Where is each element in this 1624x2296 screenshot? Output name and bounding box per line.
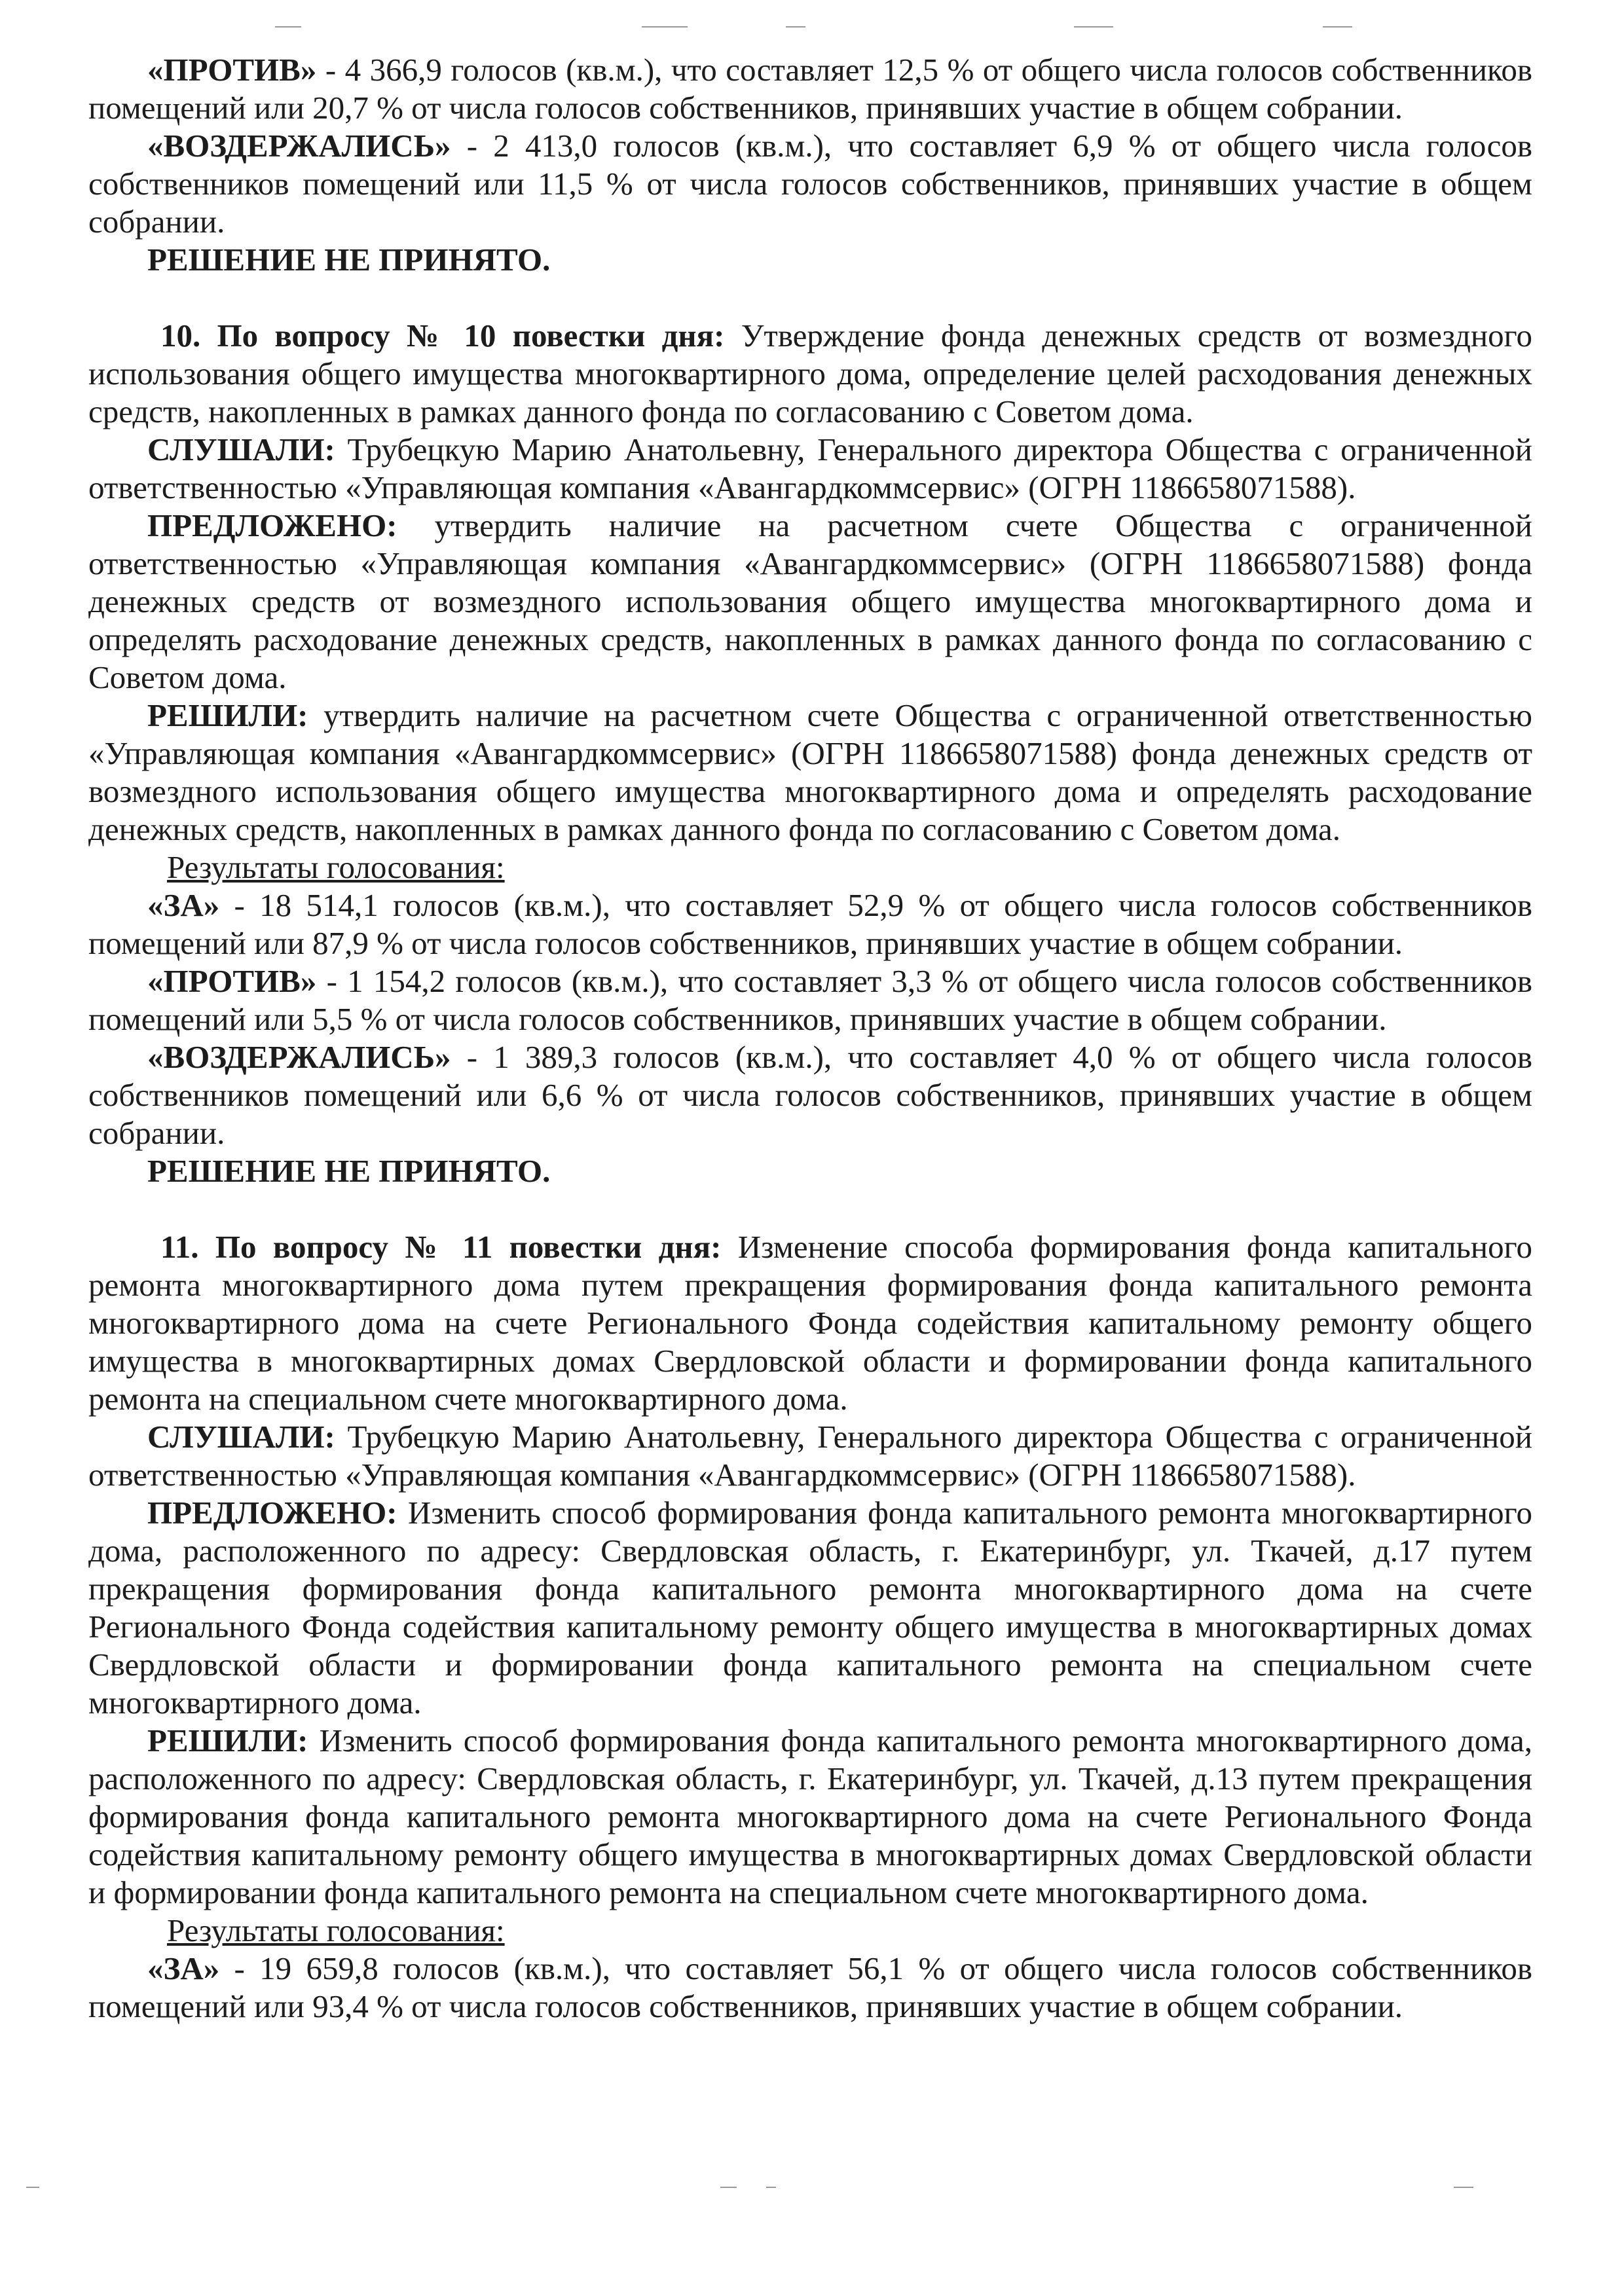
heard-paragraph: [88, 431, 1532, 507]
resolved-text: Изменить способ формирования фонда капитального ремонта многоквартирного дома, расположенного по адресу: Свердловская область, г. Екатеринбург, ул. Ткачей, д.13 путем прекращения формирования фонда капитального ремонта многоквартирного дома на счете Регионального Фонда содействия капитальному ремонту общего имущества в многоквартирных домах Свердловской области и формировании фонда капитального ремонта на специальном счете многоквартирного дома.: [88, 1722, 1532, 1910]
heard-label: СЛУШАЛИ:: [147, 1419, 335, 1455]
question-11-title: [88, 1228, 1532, 1418]
heard-paragraph: [88, 1418, 1532, 1494]
vote-label: «ЗА»: [147, 887, 220, 923]
vote-label: «ВОЗДЕРЖАЛИСЬ»: [147, 128, 451, 164]
vote-label: «ПРОТИВ»: [147, 52, 317, 88]
proposed-paragraph: [88, 507, 1532, 697]
vote-text: - 19 659,8 голосов (кв.м.), что составляет 56,1 % от общего числа голосов собственников помещений или 93,4 % от числа голосов собственников, принявших участие в общем собрании.: [88, 1950, 1532, 2024]
scan-bottom-edge: [0, 2187, 1624, 2193]
resolved-label: РЕШИЛИ:: [147, 697, 308, 733]
vote-label: «ЗА»: [147, 1950, 220, 1986]
proposed-text: утвердить наличие на расчетном счете Общества с ограниченной ответственностью «Управляющая компания «Авангардкоммсервис» (ОГРН 1186658071588) фонда денежных средств от возмездного использования общего имущества многоквартирного дома и определять расходование денежных средств, накопленных в рамках данного фонда по согласованию с Советом дома.: [88, 507, 1532, 695]
proposed-label: ПРЕДЛОЖЕНО:: [147, 507, 397, 543]
vote-text: - 2 413,0 голосов (кв.м.), что составляет 6,9 % от общего числа голосов собственников помещений или 11,5 % от числа голосов собственников, принявших участие в общем собрании.: [88, 128, 1532, 240]
resolved-paragraph: [88, 697, 1532, 848]
resolved-text: утвердить наличие на расчетном счете Общества с ограниченной ответственностью «Управляющая компания «Авангардкоммсервис» (ОГРН 1186658071588) фонда денежных средств от возмездного использования общего имущества многоквартирного дома и определять расходование денежных средств, накопленных в рамках данного фонда по согласованию с Советом дома.: [88, 697, 1532, 847]
proposed-text: Изменить способ формирования фонда капитального ремонта многоквартирного дома, расположенного по адресу: Свердловская область, г. Екатеринбург, ул. Ткачей, д.17 путем прекращения формирования фонда капитального ремонта многоквартирного дома на счете Регионального Фонда содействия капитальному ремонту общего имущества в многоквартирных домах Свердловской области и формировании фонда капитального ремонта на специальном счете многоквартирного дома.: [88, 1495, 1532, 1721]
heard-text: Трубецкую Марию Анатольевну, Генерального директора Общества с ограниченной ответственностью «Управляющая компания «Авангардкоммсервис» (ОГРН 1186658071588).: [88, 1419, 1532, 1493]
vote-text: - 4 366,9 голосов (кв.м.), что составляет 12,5 % от общего числа голосов собственников помещений или 20,7 % от числа голосов собственников, принявших участие в общем собрании.: [88, 52, 1532, 126]
document-page: [88, 51, 1532, 2026]
results-label: Результаты голосования:: [167, 1912, 505, 1948]
proposed-label: ПРЕДЛОЖЕНО:: [147, 1495, 397, 1531]
vote-text: - 1 389,3 голосов (кв.м.), что составляет 4,0 % от общего числа голосов собственников помещений или 6,6 % от числа голосов собственников, принявших участие в общем собрании.: [88, 1039, 1532, 1151]
question-text: Утверждение фонда денежных средств от возмездного использования общего имущества многоквартирного дома, определение целей расходования денежных средств, накопленных в рамках данного фонда по согласованию с Советом дома.: [88, 318, 1532, 429]
question-text: Изменение способа формирования фонда капитального ремонта многоквартирного дома путем прекращения формирования фонда капитального ремонта многоквартирного дома на счете Регионального Фонда содействия капитальному ремонту общего имущества в многоквартирных домах Свердловской области и формировании фонда капитального ремонта на специальном счете многоквартирного дома.: [88, 1229, 1533, 1417]
vote-label: «ПРОТИВ»: [147, 963, 317, 999]
decision-heading: РЕШЕНИЕ НЕ ПРИНЯТО.: [147, 242, 551, 278]
vote-abstain-paragraph: [88, 1038, 1532, 1152]
vote-label: «ВОЗДЕРЖАЛИСЬ»: [147, 1039, 451, 1075]
question-10-title: [88, 317, 1532, 431]
question-number: 10. По вопросу № 10 повестки дня:: [160, 318, 725, 354]
vote-for-paragraph: [88, 886, 1532, 962]
vote-text: - 18 514,1 голосов (кв.м.), что составляет 52,9 % от общего числа голосов собственников помещений или 87,9 % от числа голосов собственников, принявших участие в общем собрании.: [88, 887, 1532, 961]
question-number: 11. По вопросу № 11 повестки дня:: [160, 1229, 722, 1265]
resolved-paragraph: [88, 1722, 1532, 1912]
heard-text: Трубецкую Марию Анатольевну, Генерального директора Общества с ограниченной ответственностью «Управляющая компания «Авангардкоммсервис» (ОГРН 1186658071588).: [88, 431, 1532, 505]
vote-against-paragraph: [88, 962, 1532, 1038]
results-label: Результаты голосования:: [167, 849, 505, 885]
proposed-paragraph: [88, 1494, 1532, 1722]
resolved-label: РЕШИЛИ:: [147, 1722, 308, 1758]
vote-for-paragraph: [88, 1950, 1532, 2026]
vote-abstain-paragraph: [88, 127, 1532, 241]
scan-top-edge: [0, 26, 1624, 33]
vote-against-paragraph: [88, 51, 1532, 127]
heard-label: СЛУШАЛИ:: [147, 431, 335, 467]
vote-text: - 1 154,2 голосов (кв.м.), что составляет 3,3 % от общего числа голосов собственников помещений или 5,5 % от числа голосов собственников, принявших участие в общем собрании.: [88, 963, 1532, 1037]
decision-heading: РЕШЕНИЕ НЕ ПРИНЯТО.: [147, 1153, 551, 1189]
